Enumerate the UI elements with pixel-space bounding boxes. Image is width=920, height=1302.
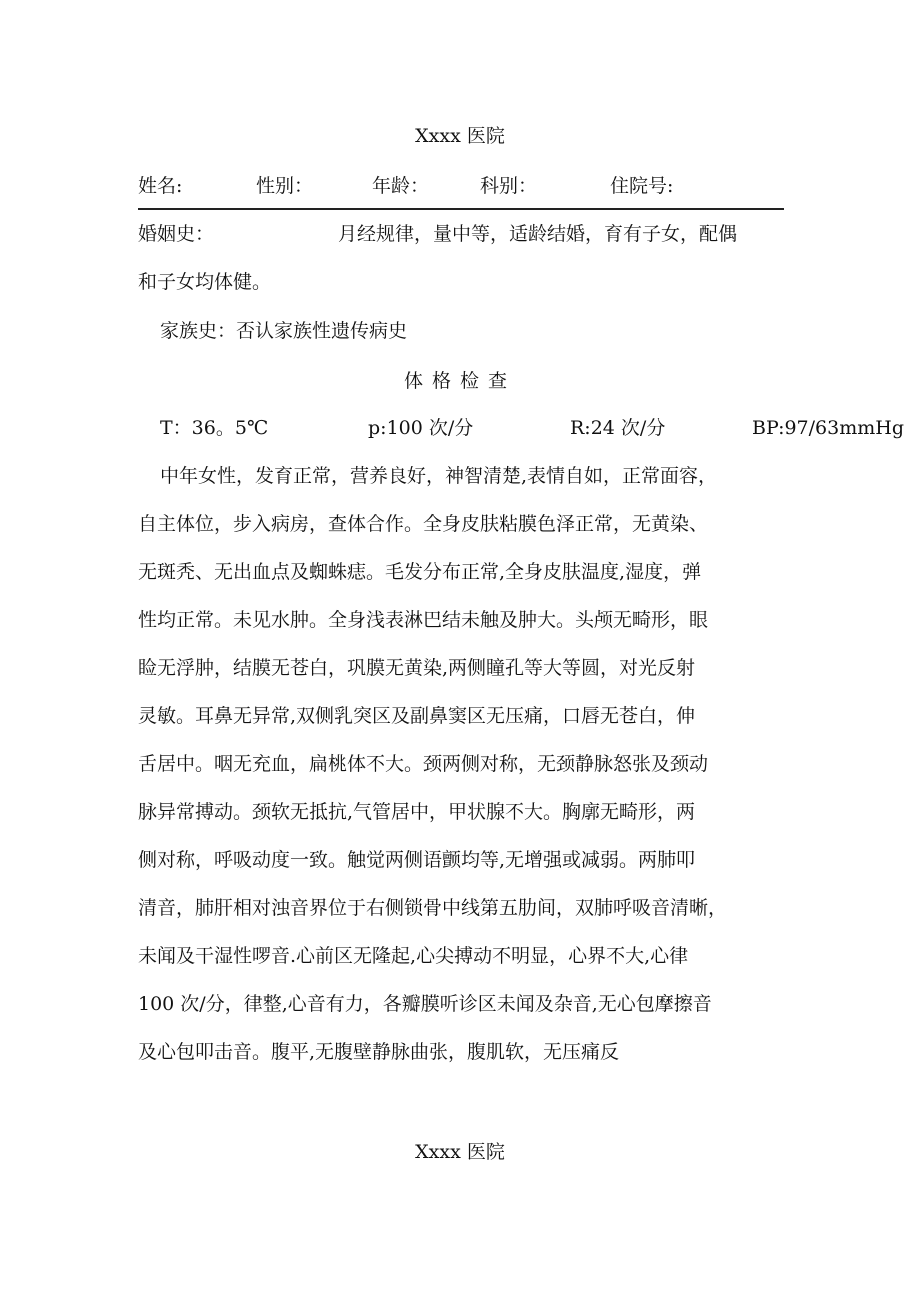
name-label: 姓名: bbox=[138, 175, 183, 197]
physical-exam-title: 体格检查 bbox=[403, 370, 516, 392]
age-label: 年龄： bbox=[372, 175, 430, 197]
blood-pressure-value: BP:97/63mmHg bbox=[752, 417, 904, 439]
exam-text-line: 无斑秃、无出血点及蜘蛛痣。毛发分布正常,全身皮肤温度,湿度，弹 bbox=[138, 561, 702, 583]
exam-text-line: 灵敏。耳鼻无异常,双侧乳突区及副鼻窦区无压痛，口唇无苍白，伸 bbox=[138, 705, 696, 727]
respiration-value: R:24 次/分 bbox=[570, 417, 666, 439]
marital-history-line bbox=[138, 210, 788, 258]
exam-text-line: 睑无浮肿，结膜无苍白，巩膜无黄染,两侧瞳孔等大等圆，对光反射 bbox=[138, 657, 696, 679]
marital-history-text: 月经规律，量中等，适龄结婚，育有子女，配偶 bbox=[338, 223, 738, 245]
exam-text-line: 中年女性，发育正常，营养良好，神智清楚,表情自如，正常面容， bbox=[160, 465, 718, 487]
exam-text-line: 及心包叩击音。腹平,无腹壁静脉曲张，腹肌软，无压痛反 bbox=[138, 1041, 620, 1063]
marital-history-line: 和子女均体健。 bbox=[138, 271, 272, 293]
marital-history-section bbox=[138, 210, 788, 306]
exam-text-line: 未闻及干湿性啰音.心前区无隆起,心尖搏动不明显，心界不大,心律 bbox=[138, 945, 689, 967]
exam-text-line: 舌居中。咽无充血，扁桃体不大。颈两侧对称，无颈静脉怒张及颈动 bbox=[138, 753, 709, 775]
inpatient-number-label: 住院号: bbox=[610, 175, 674, 197]
department-label: 科别： bbox=[480, 175, 538, 197]
patient-info-header bbox=[138, 172, 784, 200]
exam-text-line: 侧对称，呼吸动度一致。触觉两侧语颤均等,无增强或减弱。两肺叩 bbox=[138, 849, 696, 871]
pulse-value: p:100 次/分 bbox=[368, 417, 474, 439]
footer-hospital-title: Xxxx 医院 bbox=[415, 1141, 505, 1163]
family-history: 家族史：否认家族性遗传病史 bbox=[160, 320, 408, 342]
exam-text-line: 性均正常。未见水肿。全身浅表淋巴结未触及肿大。头颅无畸形，眼 bbox=[138, 609, 709, 631]
hospital-title: Xxxx 医院 bbox=[415, 125, 505, 147]
exam-text-line: 100 次/分，律整,心音有力，各瓣膜听诊区未闻及杂音,无心包摩擦音 bbox=[138, 993, 712, 1015]
marital-history-label: 婚姻史： bbox=[138, 223, 215, 245]
temperature-value: T：36。5℃ bbox=[160, 417, 269, 439]
physical-exam-text bbox=[138, 452, 788, 1076]
sex-label: 性别： bbox=[256, 175, 314, 197]
exam-text-line: 自主体位，步入病房，查体合作。全身皮肤粘膜色泽正常，无黄染、 bbox=[138, 513, 709, 535]
exam-text-line: 清音，肺肝相对浊音界位于右侧锁骨中线第五肋间，双肺呼吸音清晰， bbox=[138, 897, 728, 919]
exam-text-line: 脉异常搏动。颈软无抵抗,气管居中，甲状腺不大。胸廓无畸形，两 bbox=[138, 801, 696, 823]
vital-signs-row bbox=[0, 404, 920, 452]
